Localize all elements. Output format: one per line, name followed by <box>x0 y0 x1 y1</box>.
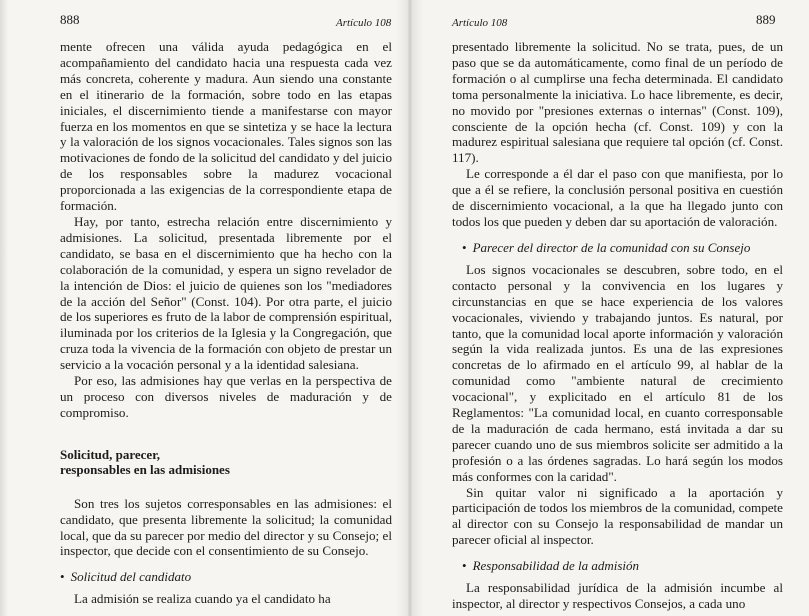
bullet-heading-parecer: • Parecer del director de la comunidad con su Consejo <box>462 239 751 255</box>
book-gutter <box>396 0 424 616</box>
right-body <box>452 39 783 612</box>
right-paragraph-4: Sin quitar valor ni significado a la aportación y participación de todos los miembros de la comunidad, compete al director con su Consejo la responsabilidad de mandar un parecer oficial al inspector. <box>452 484 783 548</box>
left-last-paragraph: La admisión se realiza cuando ya el candidato ha <box>74 591 331 607</box>
section-paragraph: Son tres los sujetos corresponsables en las admisiones: el candidato, que presenta libremente la solicitud; la comunidad local, que da su parecer por medio del director y su Consejo; el inspector, que decide con el consentimiento de su Consejo. <box>60 495 392 559</box>
left-paragraph-2: Hay, por tanto, estrecha relación entre discernimiento y admisiones. La solicitud, presentada libremente por el candidato, se basa en el discernimiento que ha hecho con la colaboración de la comunidad, y espera un signo revelador de la intención de Dios: el juicio de quienes son los "mediadores de la acción del Señor" (Const. 104). Por otra parte, el juicio de los superiores es fruto de la labor de comprensión espiritual, iluminada por los criterios de la Iglesia y la Congregación, que cruza toda la vivencia de la formación con objeto de prestar un servicio a la vocación personal y a la identidad salesiana. <box>60 213 392 373</box>
right-paragraph-1: presentado libremente la solicitud. No se trata, pues, de un paso que se da automáticamente, como final de un período de formación o al cumplirse una fecha determinada. El candidato toma personalmente la iniciativa. Lo hace libremente, es decir, no movido por "presiones externas o internas" (Const. 109), consciente de la opción hecha (cf. Const. 109) y con la madurez espiritual salesiana que requiere tal opción (cf. Const. 117). <box>452 39 783 166</box>
left-paragraph-3: Por eso, las admisiones hay que verlas en la perspectiva de un proceso con diversos niveles de maduración y de compromiso. <box>60 373 392 420</box>
bullet-heading-responsabilidad: • Responsabilidad de la admisión <box>462 558 640 574</box>
left-running-title: Artículo 108 <box>336 17 392 29</box>
right-last-paragraph: La responsabilidad jurídica de la admisión incumbe al inspector, al director y respectivos Consejos, a cada uno <box>452 580 783 612</box>
bullet-heading-solicitud: • Solicitud del candidato <box>60 569 192 585</box>
page-edge-shadow <box>0 0 8 616</box>
right-paragraph-2: Le corresponde a él dar el paso con que manifiesta, por lo que a él se refiere, la conclusión personal positiva en cuestión de discernimiento vocacional, a la que ha llegado junto con todos los que pueden y deben dar su aportación de valoración. <box>452 166 783 229</box>
bullet-icon: • <box>60 569 65 585</box>
left-page-number: 888 <box>60 12 80 27</box>
right-page-number: 889 <box>756 12 776 27</box>
section-title: Solicitud, parecer, responsables en las admisiones <box>60 446 230 478</box>
right-running-title: Artículo 108 <box>452 17 508 29</box>
bullet-icon: • <box>462 558 467 574</box>
left-body <box>60 39 392 607</box>
right-page <box>410 0 809 616</box>
bullet-icon: • <box>462 239 467 255</box>
right-paragraph-3: Los signos vocacionales se descubren, sobre todo, en el contacto personal y la convivencia en los lugares y circunstancias en que se hace experiencia de los valores vocacionales, viviendo y trabajando juntos. Es natural, por tanto, que la comunidad local aporte información y valoración según la vida realizada juntos. Es una de las expresiones concretas de lo afirmado en el artículo 99, al hablar de la comunidad como "ambiente natural de crecimiento vocacional", y explicitado en el artículo 81 de los Reglamentos: "La comunidad local, en cuanto corresponsable de la maduración de cada hermano, está invitada a dar su parecer cuando uno de sus miembros solicite ser admitido a la profesión o a las órdenes sagradas. Lo hará según los modos más conformes con la caridad". <box>452 261 783 484</box>
left-paragraph-1: mente ofrecen una válida ayuda pedagógica en el acompañamiento del candidato hacia una respuesta cada vez más concreta, coherente y madura. Aun siendo una constante en el itinerario de la formación, sobre todo en las etapas iniciales, el discernimiento tiende a manifestarse con mayor fuerza en los momentos en que se sintetiza y se hace la lectura y la valoración de los signos vocacionales. Tales signos son las motivaciones de fondo de la solicitud del candidato y del juicio de los responsables sobre la madurez vocacional proporcionada a las exigencias de la correspondiente etapa de formación. <box>60 39 392 214</box>
